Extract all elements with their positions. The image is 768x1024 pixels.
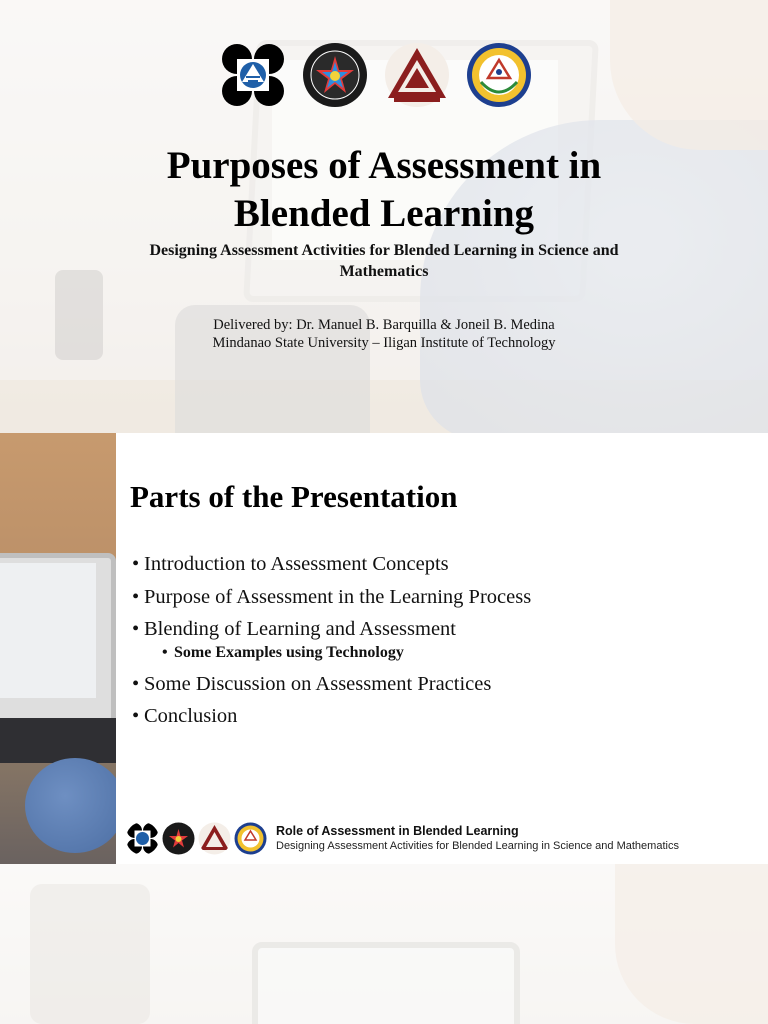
footer-msu-logo-icon (198, 822, 231, 855)
footer-subtitle: Designing Assessment Activities for Blended Learning in Science and Mathematics (276, 840, 679, 852)
footer-text (276, 824, 679, 853)
slide-title-line-2: Blended Learning (233, 192, 535, 235)
next-slide-preview (0, 864, 768, 1024)
list-item: • Blending of Learning and Assessment (132, 613, 531, 646)
slide-title-line-1: Purposes of Assessment in (166, 144, 602, 187)
institution-text: Mindanao State University – Iligan Institute of Technology (212, 335, 556, 351)
agenda-list (132, 548, 531, 733)
list-item: • Introduction to Assessment Concepts (132, 548, 531, 581)
footer-title: Role of Assessment in Blended Learning (276, 824, 519, 838)
side-photo-screen (0, 563, 96, 698)
delivered-by-text: Delivered by: Dr. Manuel B. Barquilla & Joneil B. Medina (213, 317, 555, 333)
college-of-education-logo-icon (466, 42, 532, 108)
side-photo (0, 433, 116, 864)
bullet-icon: • (132, 618, 140, 640)
agenda-title: Parts of the Presentation (130, 479, 458, 514)
list-item: • Purpose of Assessment in the Learning Process (132, 581, 531, 614)
footer-college-of-education-logo-icon (234, 822, 267, 855)
bullet-icon: • (132, 705, 140, 727)
side-photo-keyboard (0, 718, 116, 763)
agenda-slide (0, 433, 768, 864)
slide-subtitle-line-1: Designing Assessment Activities for Blended Learning in Science and (149, 242, 619, 259)
list-sub-item: • Some Examples using Technology (132, 642, 531, 664)
slide-footer (126, 822, 679, 855)
list-item: • Conclusion (132, 700, 531, 733)
list-item: • Some Discussion on Assessment Practices (132, 668, 531, 701)
bullet-icon: • (162, 643, 168, 661)
logo-row (220, 42, 532, 108)
bullet-icon: • (132, 672, 140, 695)
bullet-icon: • (132, 585, 140, 608)
title-slide (0, 0, 768, 433)
slide-title (0, 142, 768, 238)
slide-subtitle (100, 240, 668, 282)
dost-logo-icon (220, 42, 286, 108)
presenter-info (0, 316, 768, 352)
background-overlay (0, 864, 768, 1024)
side-photo-knit-object (25, 758, 116, 853)
msu-logo-icon (384, 42, 450, 108)
bullet-icon: • (132, 553, 140, 575)
stars-logo-icon (302, 42, 368, 108)
slide-subtitle-line-2: Mathematics (339, 263, 429, 280)
footer-stars-logo-icon (162, 822, 195, 855)
footer-dost-logo-icon (126, 822, 159, 855)
